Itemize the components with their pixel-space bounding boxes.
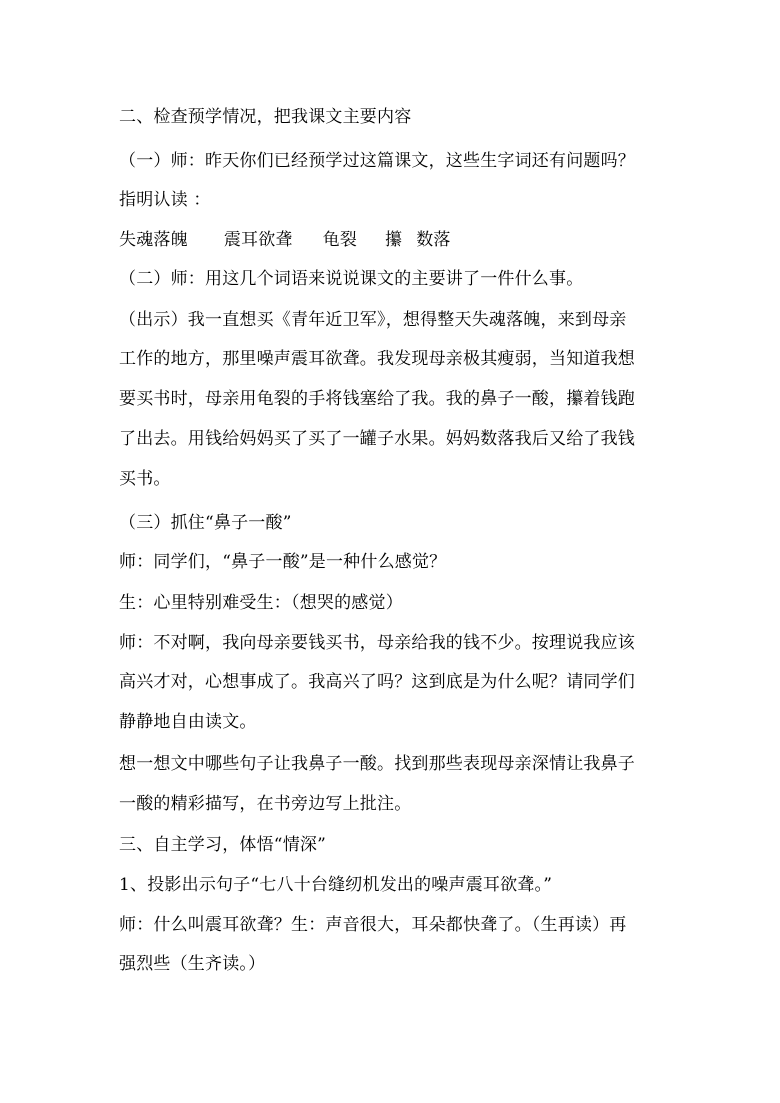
- paragraph-line: 师：不对啊，我向母亲要钱买书，母亲给我的钱不少。按理说我应该: [119, 633, 635, 653]
- paragraph-line: 了出去。用钱给妈妈买了买了一罐子水果。妈妈数落我后又给了我钱: [119, 429, 635, 449]
- paragraph-line: 静静地自由读文。: [119, 712, 257, 732]
- vocab-word: 龟裂: [322, 230, 358, 250]
- paragraph-line: （二）师：用这几个词语来说说课文的主要讲了一件什么事。: [119, 269, 584, 289]
- paragraph-line: 工作的地方，那里噪声震耳欲聋。我发现母亲极其瘦弱，当知道我想: [119, 349, 635, 369]
- vocab-word: 攥: [385, 230, 403, 250]
- paragraph-line: 指明认读 ：: [119, 190, 211, 210]
- vocab-word: 失魂落魄: [119, 230, 188, 250]
- vocab-word: 数落: [416, 230, 451, 250]
- paragraph-line: 强烈些（生齐读。）: [119, 954, 266, 974]
- paragraph-line: 一酸的精彩描写，在书旁边写上批注。: [119, 794, 412, 814]
- paragraph-line: （出示）我一直想买《青年近卫军》，想得整天失魂落魄，来到母亲: [119, 310, 627, 330]
- paragraph-line: 想一想文中哪些句子让我鼻子一酸。找到那些表现母亲深情让我鼻子: [119, 754, 635, 774]
- paragraph-line: 买书。: [119, 469, 171, 489]
- paragraph-line: （一）师：昨天你们已经预学过这篇课文，这些生字词还有问题吗？: [119, 151, 635, 171]
- section-heading-3: 三、自主学习，体悟“情深”: [119, 835, 326, 855]
- paragraph-line: 要买书时，母亲用龟裂的手将钱塞给了我。我的鼻子一酸，攥着钱跑: [119, 389, 635, 409]
- subsection-heading: （三）抓住“鼻子一酸”: [119, 513, 292, 533]
- paragraph-line: 高兴才对，心想事成了。我高兴了吗？这到底是为什么呢？请同学们: [119, 672, 635, 692]
- vocab-word: 震耳欲聋: [223, 230, 293, 250]
- section-heading-2: 二、检查预学情况，把我课文主要内容: [119, 107, 412, 127]
- paragraph-line: 生：心里特别难受生：（想哭的感觉）: [119, 593, 403, 613]
- paragraph-line: 师：同学们，“鼻子一酸”是一种什么感觉？: [119, 552, 447, 572]
- paragraph-line: 1、投影出示句子“七八十台缝纫机发出的噪声震耳欲聋。”: [119, 875, 553, 895]
- vocab-list: [119, 229, 679, 251]
- paragraph-line: 师：什么叫震耳欲聋？生：声音很大，耳朵都快聋了。（生再读）再: [119, 915, 627, 935]
